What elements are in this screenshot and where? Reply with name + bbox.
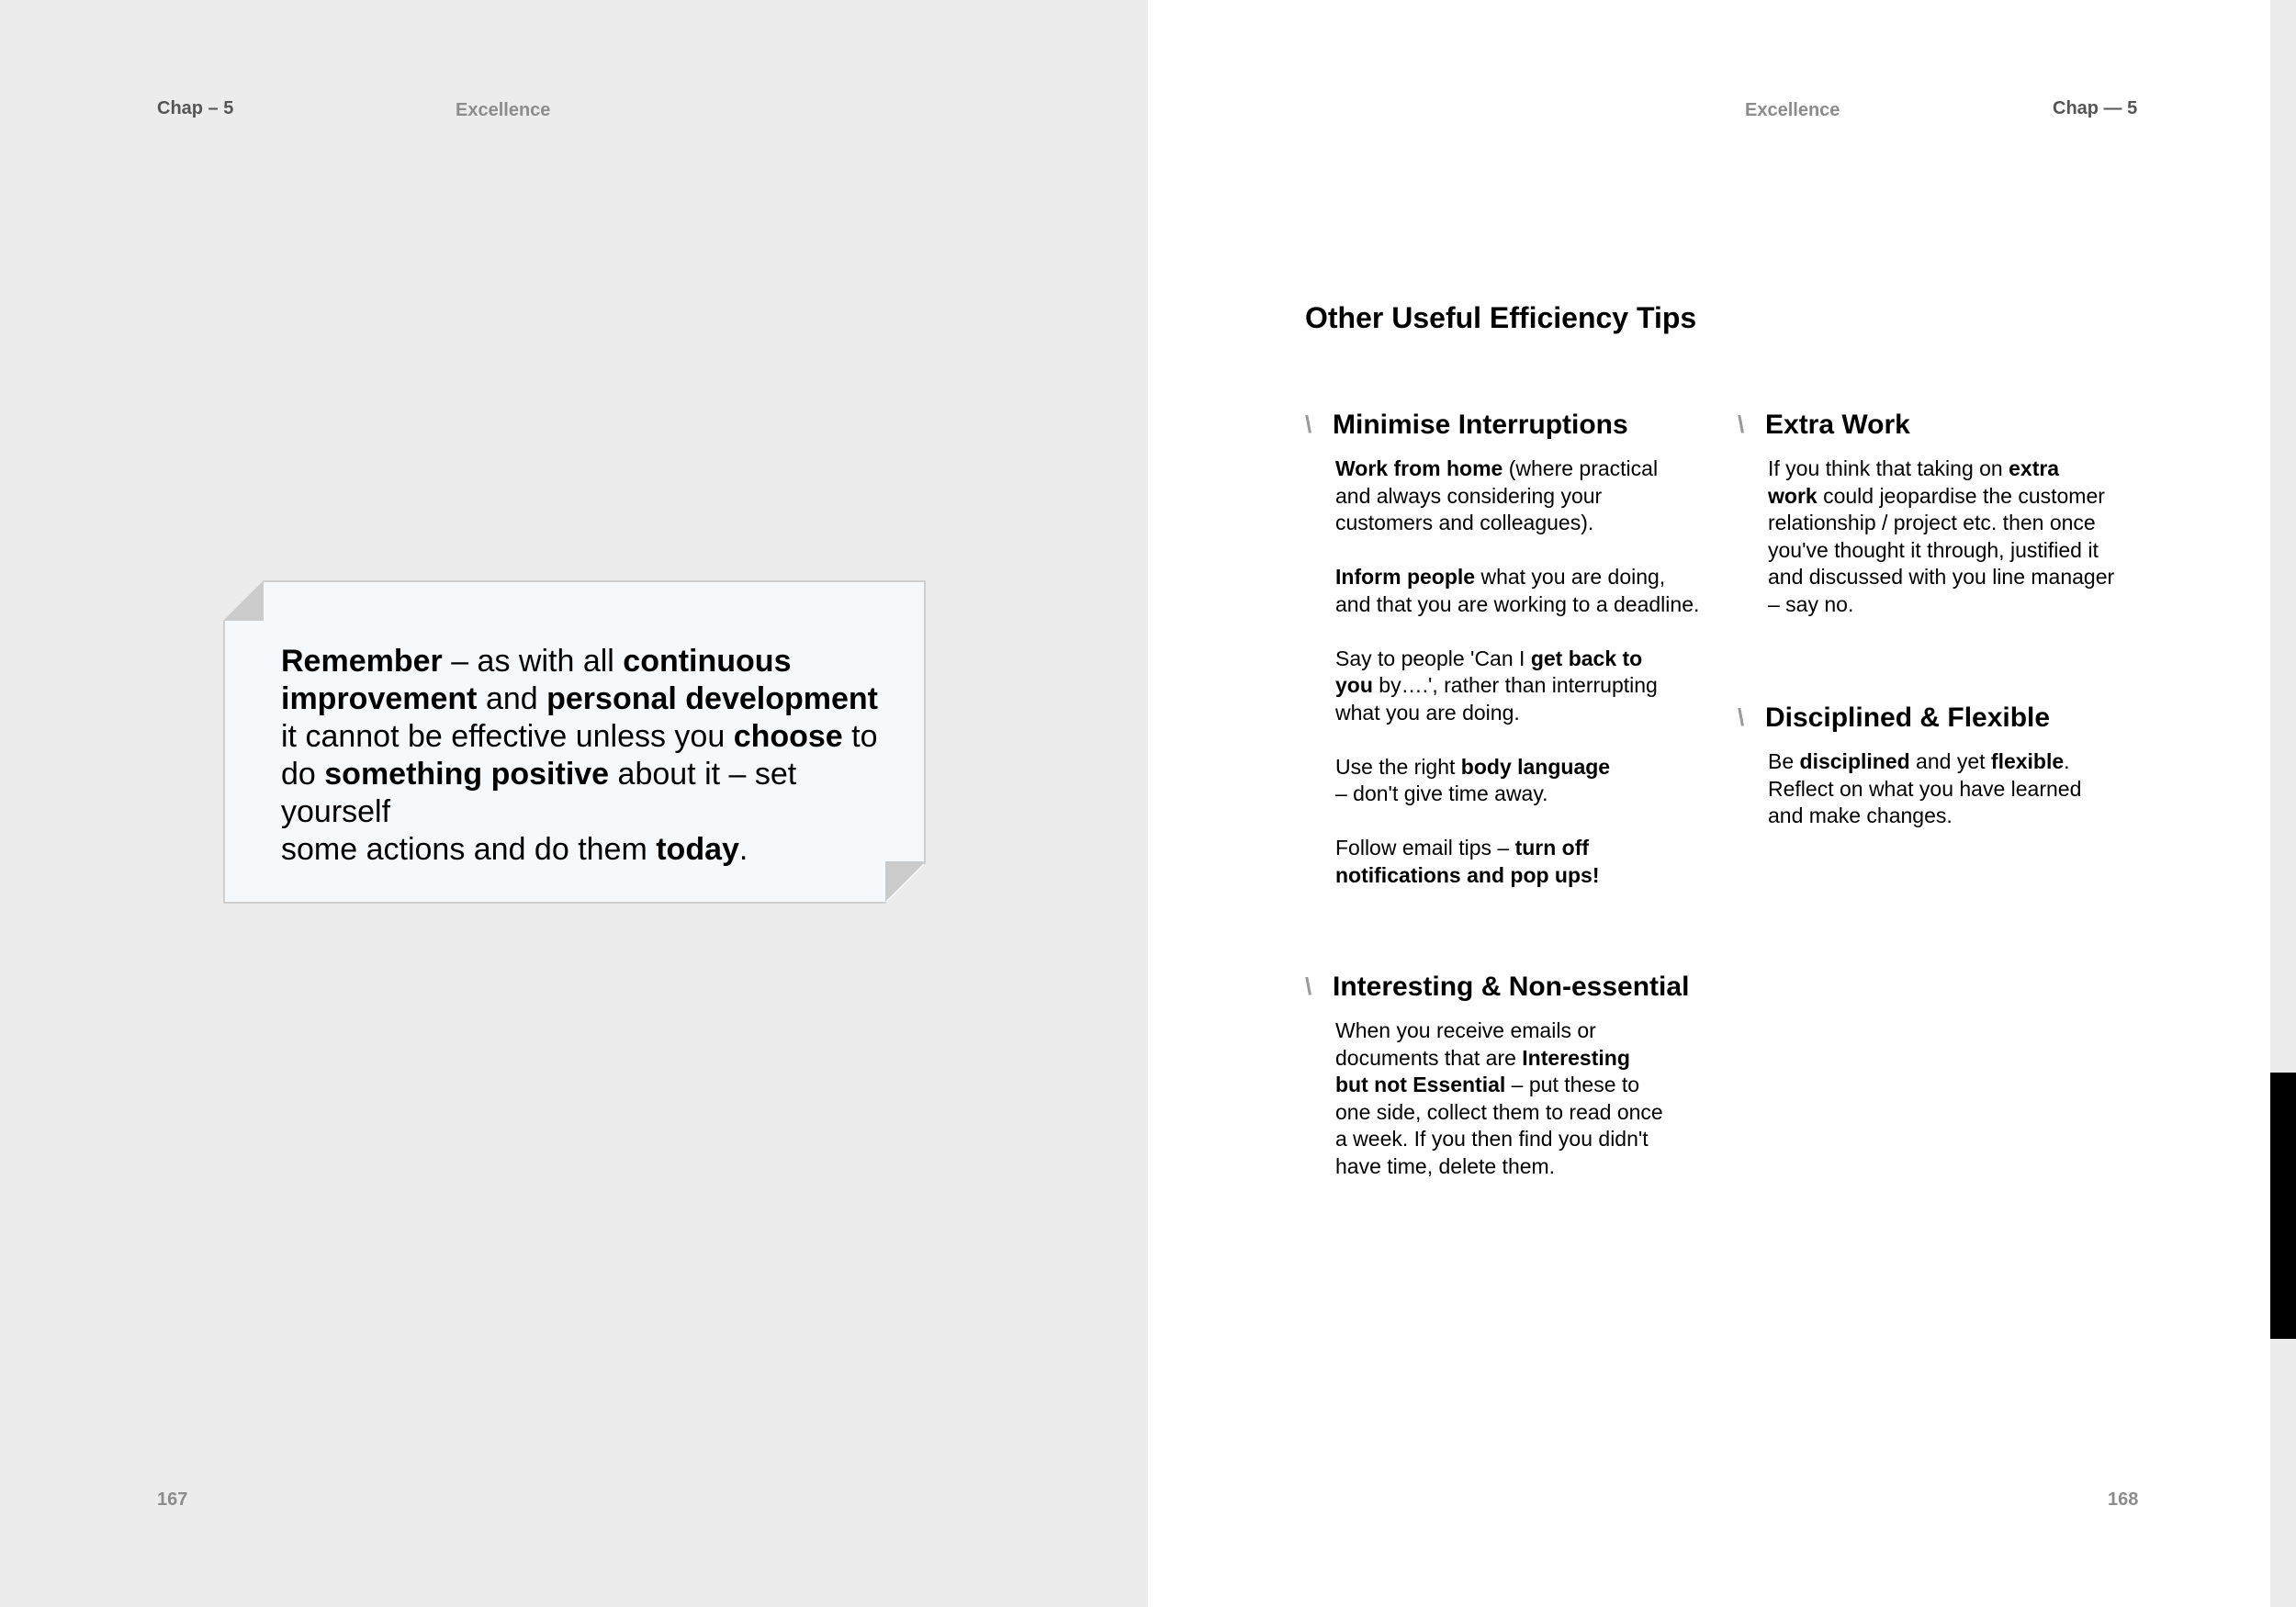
tip-title: Extra Work [1765,410,1910,440]
tip-paragraph: If you think that taking on extra work could jeopardise the customer relationship / project etc. then once you've thought it through, justified it and discussed with you line manager – say no. [1768,456,2115,616]
tip-body [1738,748,2133,830]
tip-paragraph: Work from home (where practical and always considering your customers and colleagues). [1335,456,1659,534]
page-number-right: 168 [2108,1489,2139,1510]
tip-header [1305,407,1728,444]
tip-paragraph: Use the right body language – don't give time away. [1335,754,1611,805]
tip-body [1305,1017,1728,1180]
chapter-tab-marker [2270,1073,2296,1339]
slash-bullet-icon: \ [1305,410,1312,438]
tip-header [1305,969,1728,1006]
tip-header [1738,700,2133,736]
tip-paragraph: Be disciplined and yet flexible. Reflect on what you have learned and make changes. [1768,749,2082,827]
tip-paragraph: Follow email tips – turn off notifications and pop ups! [1335,836,1600,887]
slash-bullet-icon: \ [1738,410,1745,438]
chapter-label-left: Chap – 5 [157,98,234,118]
tip-title: Interesting & Non-essential [1333,972,1690,1002]
tip-extra-work [1738,407,2133,618]
remember-note-text: Remember – as with all continuous improvement and personal development it cannot be effective unless you choose to do something positive about it – set yourself some actions and do them today. [281,644,878,867]
tip-minimise-interruptions [1305,407,1728,889]
page-edge [2270,0,2296,1607]
tip-title: Disciplined & Flexible [1765,702,2051,733]
sticky-note [223,580,926,902]
tip-paragraph: When you receive emails or documents that are Interesting but not Essential – put these to one side, collect them to read once a week. If you then find you didn't have time, delete them. [1335,1018,1663,1178]
tip-interesting-non-essential [1305,969,1728,1180]
section-label-left: Excellence [456,100,551,120]
folded-corner-icon [223,580,264,621]
tip-disciplined-flexible [1738,700,2133,830]
tip-header [1738,407,2133,444]
slash-bullet-icon: \ [1738,703,1745,731]
page-title: Other Useful Efficiency Tips [1305,301,1697,334]
tip-paragraph: Inform people what you are doing, and that you are working to a deadline. [1335,565,1700,616]
tip-body [1305,455,1728,889]
tip-title: Minimise Interruptions [1333,410,1628,440]
tip-body [1738,455,2133,618]
section-label-right: Excellence [1745,100,1840,120]
chapter-label-right: Chap — 5 [2053,98,2138,118]
page-number-left: 167 [157,1489,188,1510]
tip-paragraph: Say to people 'Can I get back to you by….', rather than interrupting what you are doing. [1335,646,1658,725]
slash-bullet-icon: \ [1305,972,1312,1000]
